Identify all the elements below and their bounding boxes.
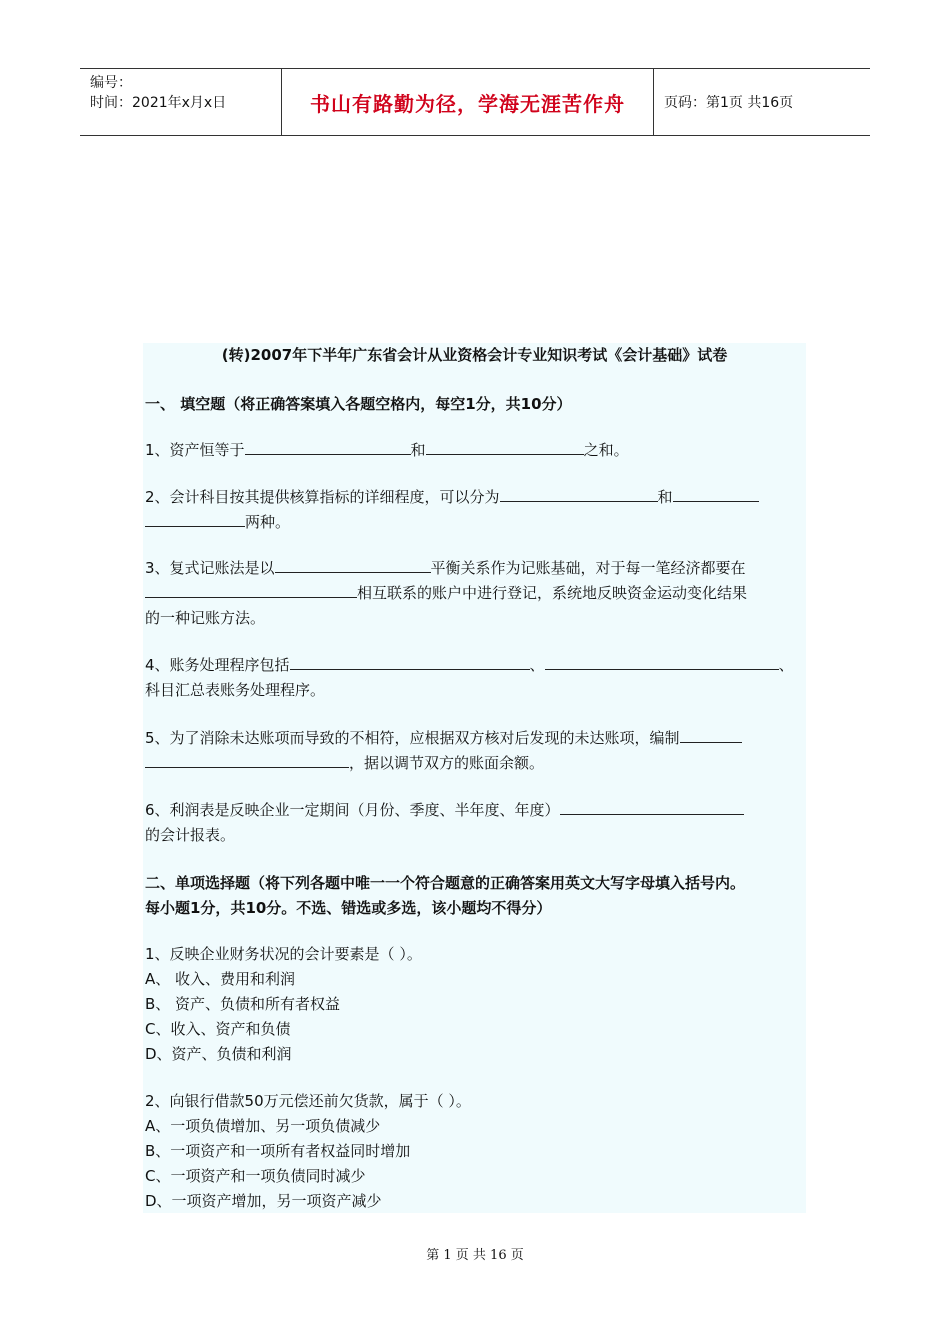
answer-blank	[145, 510, 245, 527]
fill-question-3-end: 的一种记账方法。	[145, 609, 266, 627]
answer-blank	[560, 798, 744, 815]
choice-question-1	[145, 942, 806, 1067]
option-d: D、一项资产增加，另一项资产减少	[145, 1192, 382, 1210]
header-page-info: 页码：第1页 共16页	[664, 95, 794, 111]
answer-blank	[545, 653, 779, 670]
fill-question-6-end: 的会计报表。	[145, 826, 236, 844]
answer-blank	[673, 485, 759, 502]
choice-question-2	[145, 1089, 806, 1214]
document-title: (转)2007年下半年广东省会计从业资格会计专业知识考试《会计基础》试卷	[221, 346, 728, 364]
section1-heading: 一、 填空题（将正确答案填入各题空格内，每空1分，共10分）	[145, 395, 572, 413]
option-d: D、资产、负债和利润	[145, 1045, 292, 1063]
answer-blank	[680, 726, 742, 743]
fill-question-3: 3、复式记账法是以 平衡关系作为记账基础，对于每一笔经济都要在	[145, 556, 806, 581]
option-a: A、一项负债增加、另一项负债减少	[145, 1117, 381, 1135]
header-date: 时间：2021年x月x日	[90, 95, 227, 111]
header-meta	[80, 69, 282, 135]
fill-question-2-cont: 两种。	[145, 510, 806, 535]
header-motto-cell	[282, 69, 654, 135]
fill-question-4-end: 科目汇总表账务处理程序。	[145, 681, 326, 699]
fill-question-4: 4、账务处理程序包括 、 、	[145, 653, 806, 678]
question-stem: 1、反映企业财务状况的会计要素是（ ）。	[145, 945, 422, 963]
section2-heading-line1: 二、单项选择题（将下列各题中唯一一个符合题意的正确答案用英文大写字母填入括号内。	[145, 874, 746, 892]
answer-blank	[500, 485, 658, 502]
answer-blank	[275, 556, 431, 573]
fill-question-2: 2、会计科目按其提供核算指标的详细程度，可以分为 和	[145, 485, 806, 510]
option-c: C、收入、资产和负债	[145, 1020, 291, 1038]
exam-content	[143, 343, 806, 1213]
page-header	[80, 68, 870, 136]
answer-blank	[290, 653, 530, 670]
fill-question-3-cont: 相互联系的账户中进行登记，系统地反映资金运动变化结果	[145, 581, 806, 606]
option-c: C、一项资产和一项负债同时减少	[145, 1167, 366, 1185]
fill-question-5: 5、为了消除未达账项而导致的不相符，应根据双方核对后发现的未达账项，编制	[145, 726, 806, 751]
header-motto: 书山有路勤为径，学海无涯苦作舟	[310, 91, 625, 116]
header-number-label: 编号：	[90, 75, 132, 91]
question-stem: 2、向银行借款50万元偿还前欠货款，属于（ ）。	[145, 1092, 471, 1110]
option-a: A、 收入、费用和利润	[145, 970, 296, 988]
answer-blank	[145, 581, 357, 598]
answer-blank	[245, 438, 411, 455]
option-b: B、 资产、负债和所有者权益	[145, 995, 341, 1013]
fill-question-6: 6、利润表是反映企业一定期间（月份、季度、半年度、年度）	[145, 798, 806, 823]
fill-question-5-cont: ，据以调节双方的账面余额。	[145, 751, 806, 776]
option-b: B、一项资产和一项所有者权益同时增加	[145, 1142, 411, 1160]
page-footer: 第 1 页 共 16 页	[426, 1248, 524, 1263]
section2-heading-line2: 每小题1分，共10分。不选、错选或多选，该小题均不得分）	[145, 899, 552, 917]
answer-blank	[426, 438, 584, 455]
answer-blank	[145, 751, 349, 768]
fill-question-1: 1、资产恒等于 和 之和。	[145, 438, 806, 463]
